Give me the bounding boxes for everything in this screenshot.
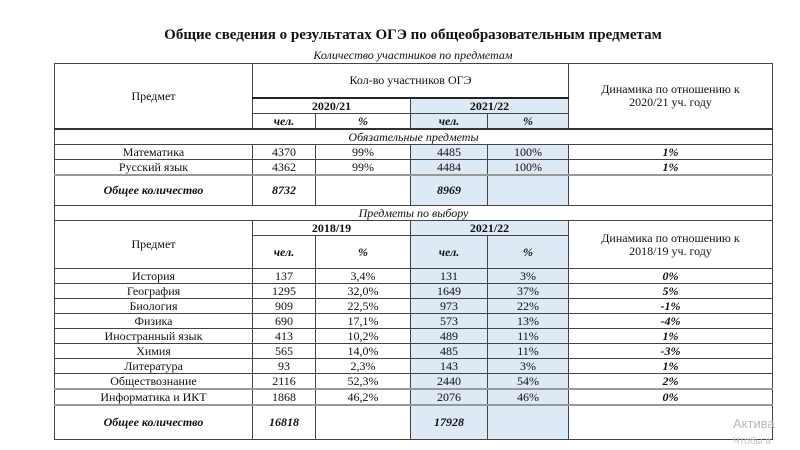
dynamics-cell: 5% <box>569 284 773 299</box>
subject-header: Предмет <box>55 64 253 130</box>
total-count: 17928 <box>411 405 488 440</box>
percent-cell: 100% <box>488 145 569 160</box>
percent-cell: 54% <box>488 374 569 390</box>
dynamics-cell: -4% <box>569 314 773 329</box>
count-header: Кол-во участников ОГЭ <box>253 64 569 99</box>
subject-name: Русский язык <box>55 160 253 176</box>
percent-cell: 17,1% <box>316 314 411 329</box>
count-cell: 137 <box>253 269 316 284</box>
empty-cell <box>488 405 569 440</box>
total-count: 16818 <box>253 405 316 440</box>
percent-cell: 37% <box>488 284 569 299</box>
table-row <box>55 359 773 374</box>
percent-cell: 3% <box>488 269 569 284</box>
percent-cell: 22% <box>488 299 569 314</box>
count-cell: 1868 <box>253 389 316 405</box>
subject-name: География <box>55 284 253 299</box>
count-cell: 2440 <box>411 374 488 390</box>
document-title: Общие сведения о результатах ОГЭ по общеобразовательным предметам <box>164 27 662 43</box>
dynamics-cell: 0% <box>569 269 773 284</box>
results-table <box>54 63 773 440</box>
percent-cell: 99% <box>316 145 411 160</box>
table-row <box>55 344 773 359</box>
total-label: Общее количество <box>55 405 253 440</box>
total-label: Общее количество <box>55 175 253 206</box>
count-cell: 489 <box>411 329 488 344</box>
empty-cell <box>488 175 569 206</box>
dynamics-cell: -1% <box>569 299 773 314</box>
percent-cell: 10,2% <box>316 329 411 344</box>
count-cell: 4370 <box>253 145 316 160</box>
table-row <box>55 329 773 344</box>
table-row <box>55 374 773 390</box>
table-row <box>55 145 773 160</box>
unit-header: % <box>488 114 569 130</box>
table-row <box>55 314 773 329</box>
count-cell: 131 <box>411 269 488 284</box>
subject-header: Предмет <box>55 221 253 269</box>
percent-cell: 52,3% <box>316 374 411 390</box>
count-cell: 973 <box>411 299 488 314</box>
percent-cell: 22,5% <box>316 299 411 314</box>
year-header: 2021/22 <box>411 221 569 236</box>
subject-name: Литература <box>55 359 253 374</box>
percent-cell: 2,3% <box>316 359 411 374</box>
percent-cell: 14,0% <box>316 344 411 359</box>
table-row <box>55 299 773 314</box>
empty-cell <box>569 175 773 206</box>
percent-cell: 11% <box>488 344 569 359</box>
total-row <box>55 405 773 440</box>
total-count: 8969 <box>411 175 488 206</box>
count-cell: 485 <box>411 344 488 359</box>
unit-header: % <box>316 236 411 269</box>
count-cell: 143 <box>411 359 488 374</box>
table-row <box>55 284 773 299</box>
total-row <box>55 175 773 206</box>
empty-cell <box>316 175 411 206</box>
percent-cell: 13% <box>488 314 569 329</box>
count-cell: 690 <box>253 314 316 329</box>
activation-watermark-hint: Чтобы а <box>733 436 771 447</box>
table-row <box>55 389 773 405</box>
total-count: 8732 <box>253 175 316 206</box>
section-header: Обязательные предметы <box>55 129 773 145</box>
count-cell: 2076 <box>411 389 488 405</box>
dynamics-cell: -3% <box>569 344 773 359</box>
subject-name: Биология <box>55 299 253 314</box>
unit-header: чел. <box>411 236 488 269</box>
unit-header: % <box>488 236 569 269</box>
dynamics-cell: 1% <box>569 359 773 374</box>
unit-header: % <box>316 114 411 130</box>
year-header: 2020/21 <box>253 98 411 114</box>
activation-watermark: Актива <box>733 416 775 431</box>
count-cell: 573 <box>411 314 488 329</box>
section-header: Предметы по выбору <box>55 206 773 221</box>
count-cell: 1295 <box>253 284 316 299</box>
count-cell: 909 <box>253 299 316 314</box>
percent-cell: 3,4% <box>316 269 411 284</box>
dynamics-cell: 1% <box>569 160 773 176</box>
unit-header: чел. <box>253 236 316 269</box>
percent-cell: 99% <box>316 160 411 176</box>
count-cell: 413 <box>253 329 316 344</box>
subject-name: Химия <box>55 344 253 359</box>
count-cell: 2116 <box>253 374 316 390</box>
count-cell: 1649 <box>411 284 488 299</box>
table-row <box>55 269 773 284</box>
percent-cell: 46,2% <box>316 389 411 405</box>
subject-name: История <box>55 269 253 284</box>
percent-cell: 100% <box>488 160 569 176</box>
dynamics-header: Динамика по отношению к 2020/21 уч. году <box>569 64 773 130</box>
percent-cell: 32,0% <box>316 284 411 299</box>
subject-name: Математика <box>55 145 253 160</box>
dynamics-cell: 1% <box>569 329 773 344</box>
table-row <box>55 160 773 176</box>
dynamics-header: Динамика по отношению к 2018/19 уч. году <box>569 221 773 269</box>
count-cell: 565 <box>253 344 316 359</box>
count-cell: 4484 <box>411 160 488 176</box>
count-cell: 93 <box>253 359 316 374</box>
dynamics-cell: 2% <box>569 374 773 390</box>
percent-cell: 11% <box>488 329 569 344</box>
dynamics-cell: 0% <box>569 389 773 405</box>
document-subtitle: Количество участников по предметам <box>313 48 513 62</box>
unit-header: чел. <box>253 114 316 130</box>
count-cell: 4485 <box>411 145 488 160</box>
unit-header: чел. <box>411 114 488 130</box>
count-cell: 4362 <box>253 160 316 176</box>
dynamics-cell: 1% <box>569 145 773 160</box>
empty-cell <box>316 405 411 440</box>
subject-name: Обществознание <box>55 374 253 390</box>
subject-name: Иностранный язык <box>55 329 253 344</box>
year-header: 2021/22 <box>411 98 569 114</box>
subject-name: Информатика и ИКТ <box>55 389 253 405</box>
subject-name: Физика <box>55 314 253 329</box>
percent-cell: 3% <box>488 359 569 374</box>
percent-cell: 46% <box>488 389 569 405</box>
year-header: 2018/19 <box>253 221 411 236</box>
